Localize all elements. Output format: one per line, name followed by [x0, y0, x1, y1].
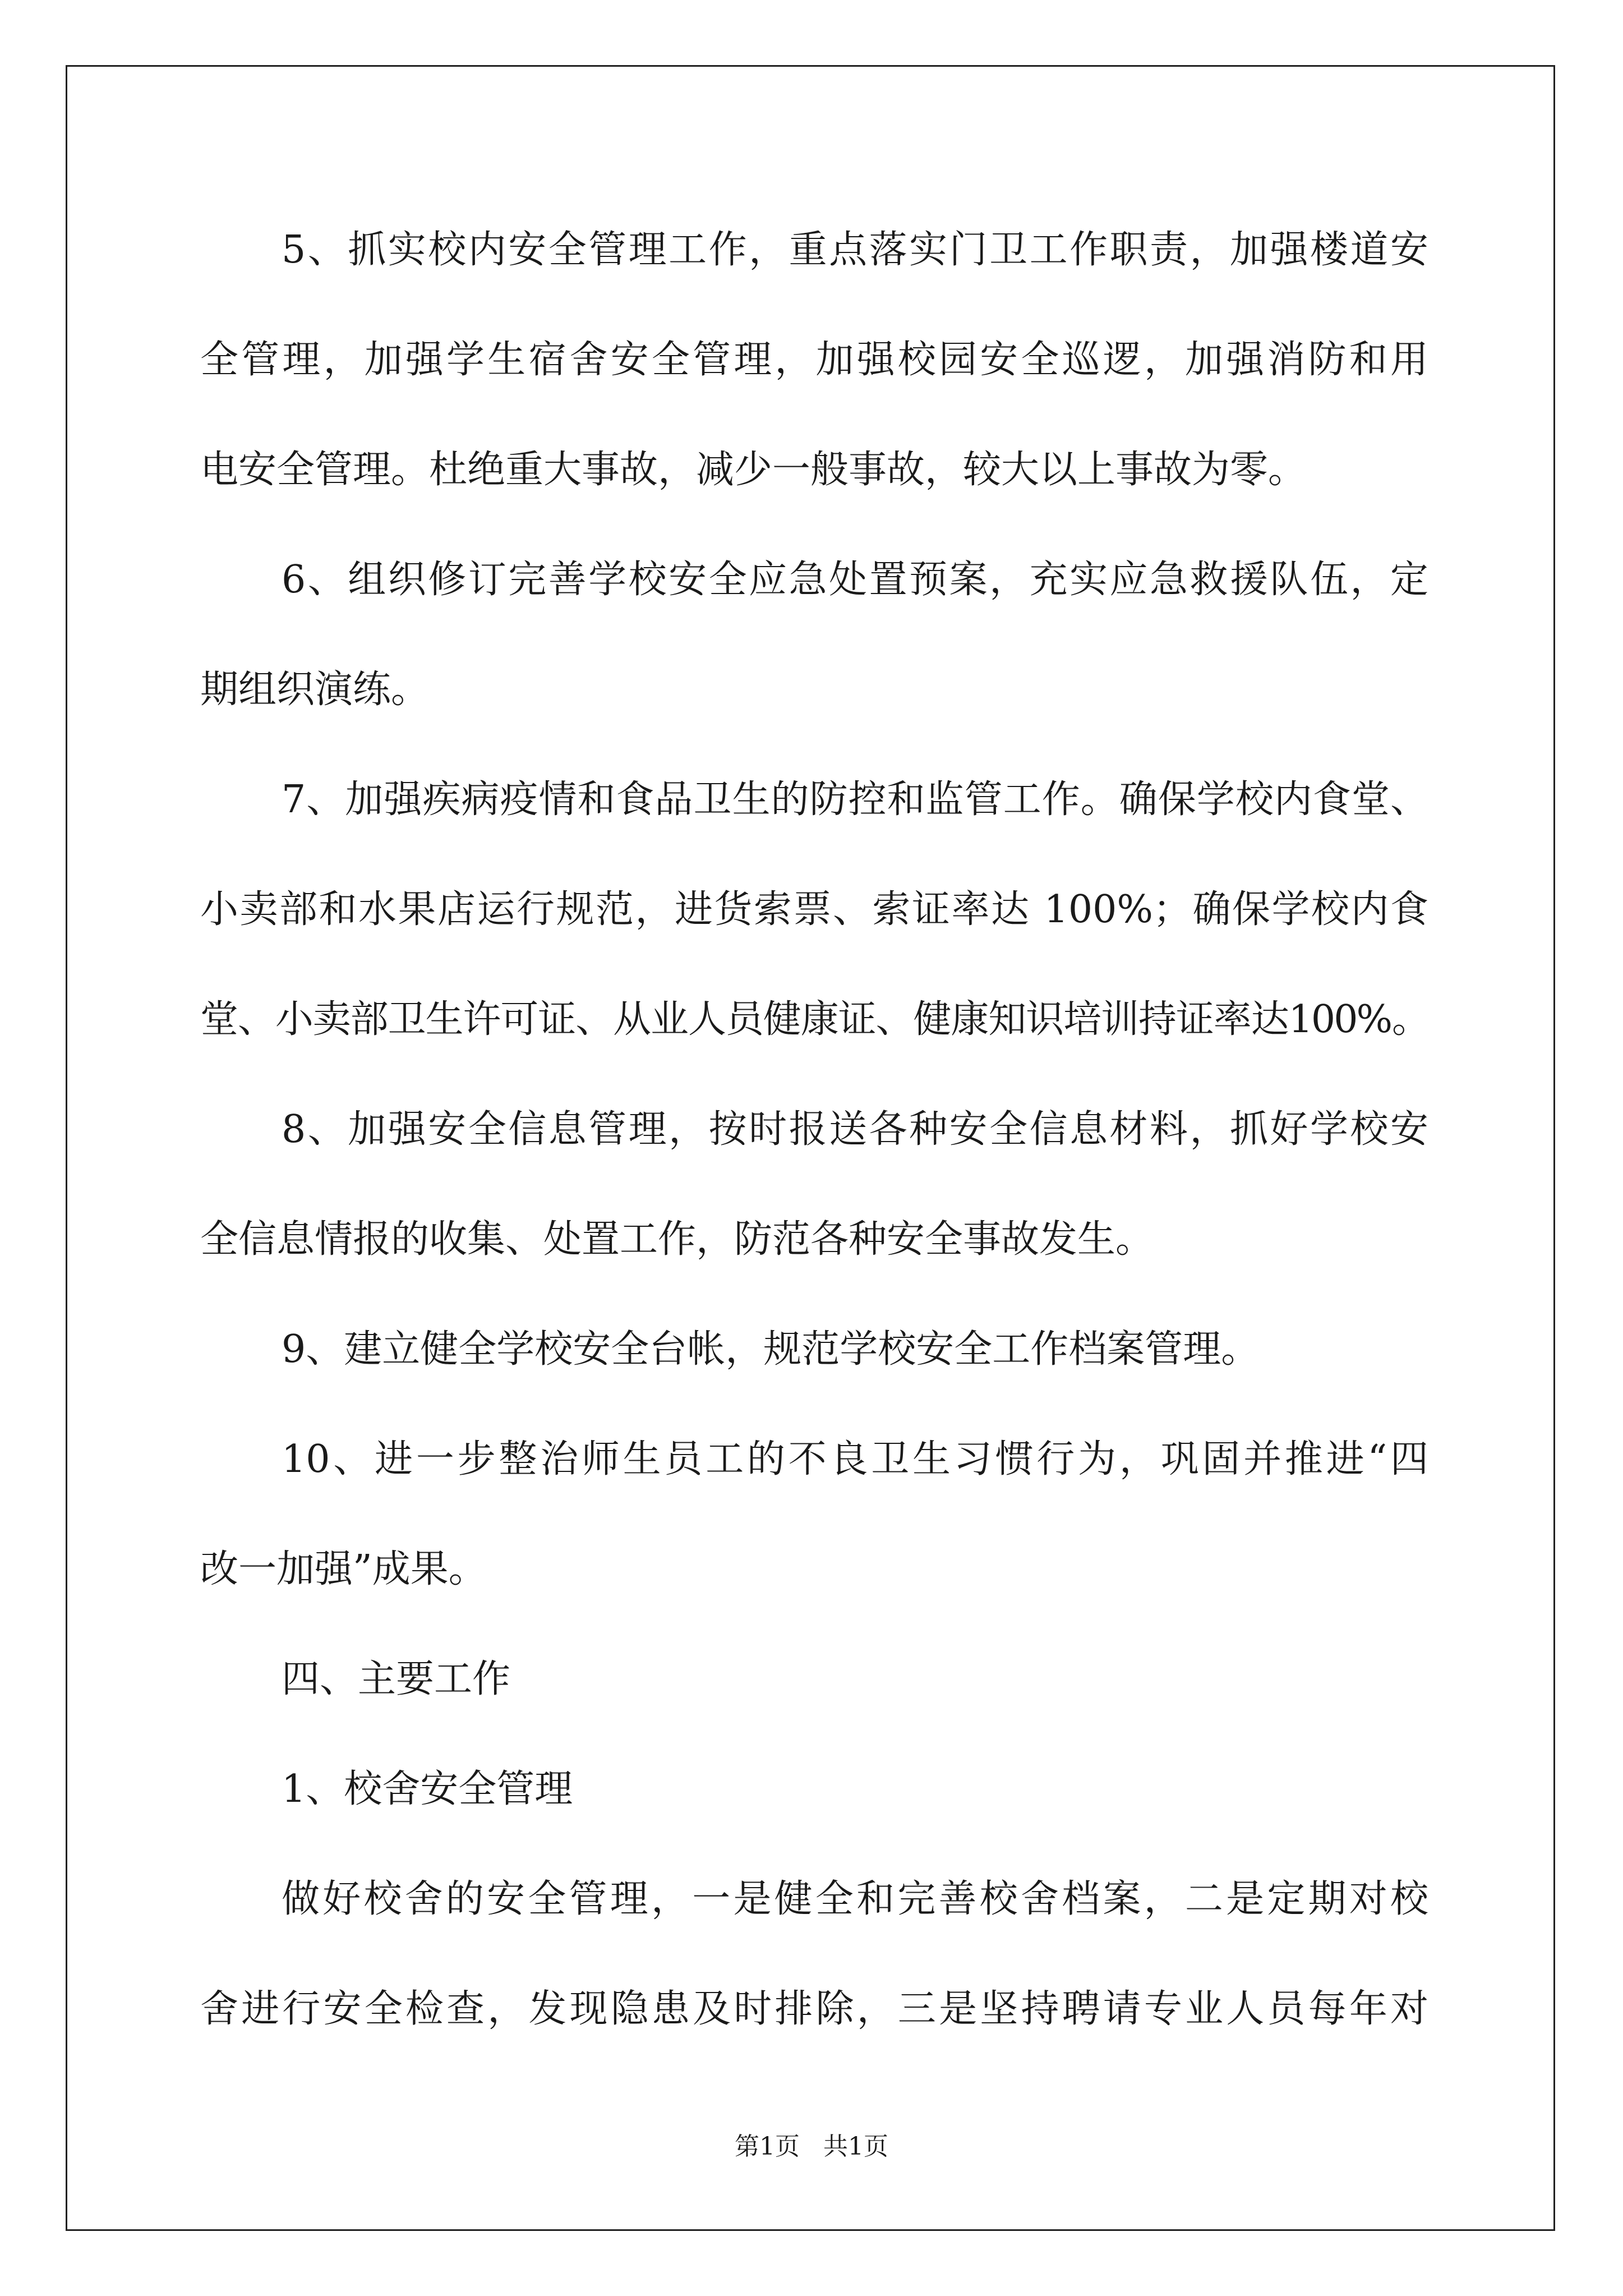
- subsection-heading: 1、校舍安全管理: [282, 1767, 573, 1811]
- paragraph-line: 10、进一步整治师生员工的不良卫生习惯行为，巩固并推进“四: [282, 1437, 1428, 1481]
- paragraph-line: 9、建立健全学校安全台帐，规范学校安全工作档案管理。: [282, 1327, 1260, 1372]
- paragraph-line: 全管理，加强学生宿舍安全管理，加强校园安全巡逻，加强消防和用: [200, 338, 1428, 382]
- page-number-footer: 第1页 共1页: [735, 2132, 888, 2161]
- paragraph-line: 6、组织修订完善学校安全应急处置预案，充实应急救援队伍，定: [282, 558, 1428, 602]
- paragraph-line: 期组织演练。: [200, 668, 430, 712]
- paragraph-line: 全信息情报的收集、处置工作，防范各种安全事故发生。: [200, 1217, 1154, 1262]
- section-heading: 四、主要工作: [282, 1657, 511, 1701]
- paragraph-line: 7、加强疾病疫情和食品卫生的防控和监管工作。确保学校内食堂、: [282, 777, 1428, 822]
- paragraph-line: 堂、小卖部卫生许可证、从业人员健康证、健康知识培训持证率达100%。: [200, 997, 1428, 1042]
- paragraph-line: 5、抓实校内安全管理工作，重点落实门卫工作职责，加强楼道安: [282, 228, 1428, 272]
- paragraph-line: 8、加强安全信息管理，按时报送各种安全信息材料，抓好学校安: [282, 1107, 1428, 1152]
- paragraph-line: 改一加强”成果。: [200, 1547, 487, 1591]
- paragraph-line: 小卖部和水果店运行规范，进货索票、索证率达 100%；确保学校内食: [200, 887, 1428, 932]
- paragraph-line: 电安全管理。杜绝重大事故，减少一般事故，较大以上事故为零。: [200, 448, 1307, 492]
- paragraph-line: 做好校舍的安全管理，一是健全和完善校舍档案，二是定期对校: [282, 1877, 1428, 1921]
- paragraph-line: 舍进行安全检查，发现隐患及时排除，三是坚持聘请专业人员每年对: [200, 1987, 1428, 2031]
